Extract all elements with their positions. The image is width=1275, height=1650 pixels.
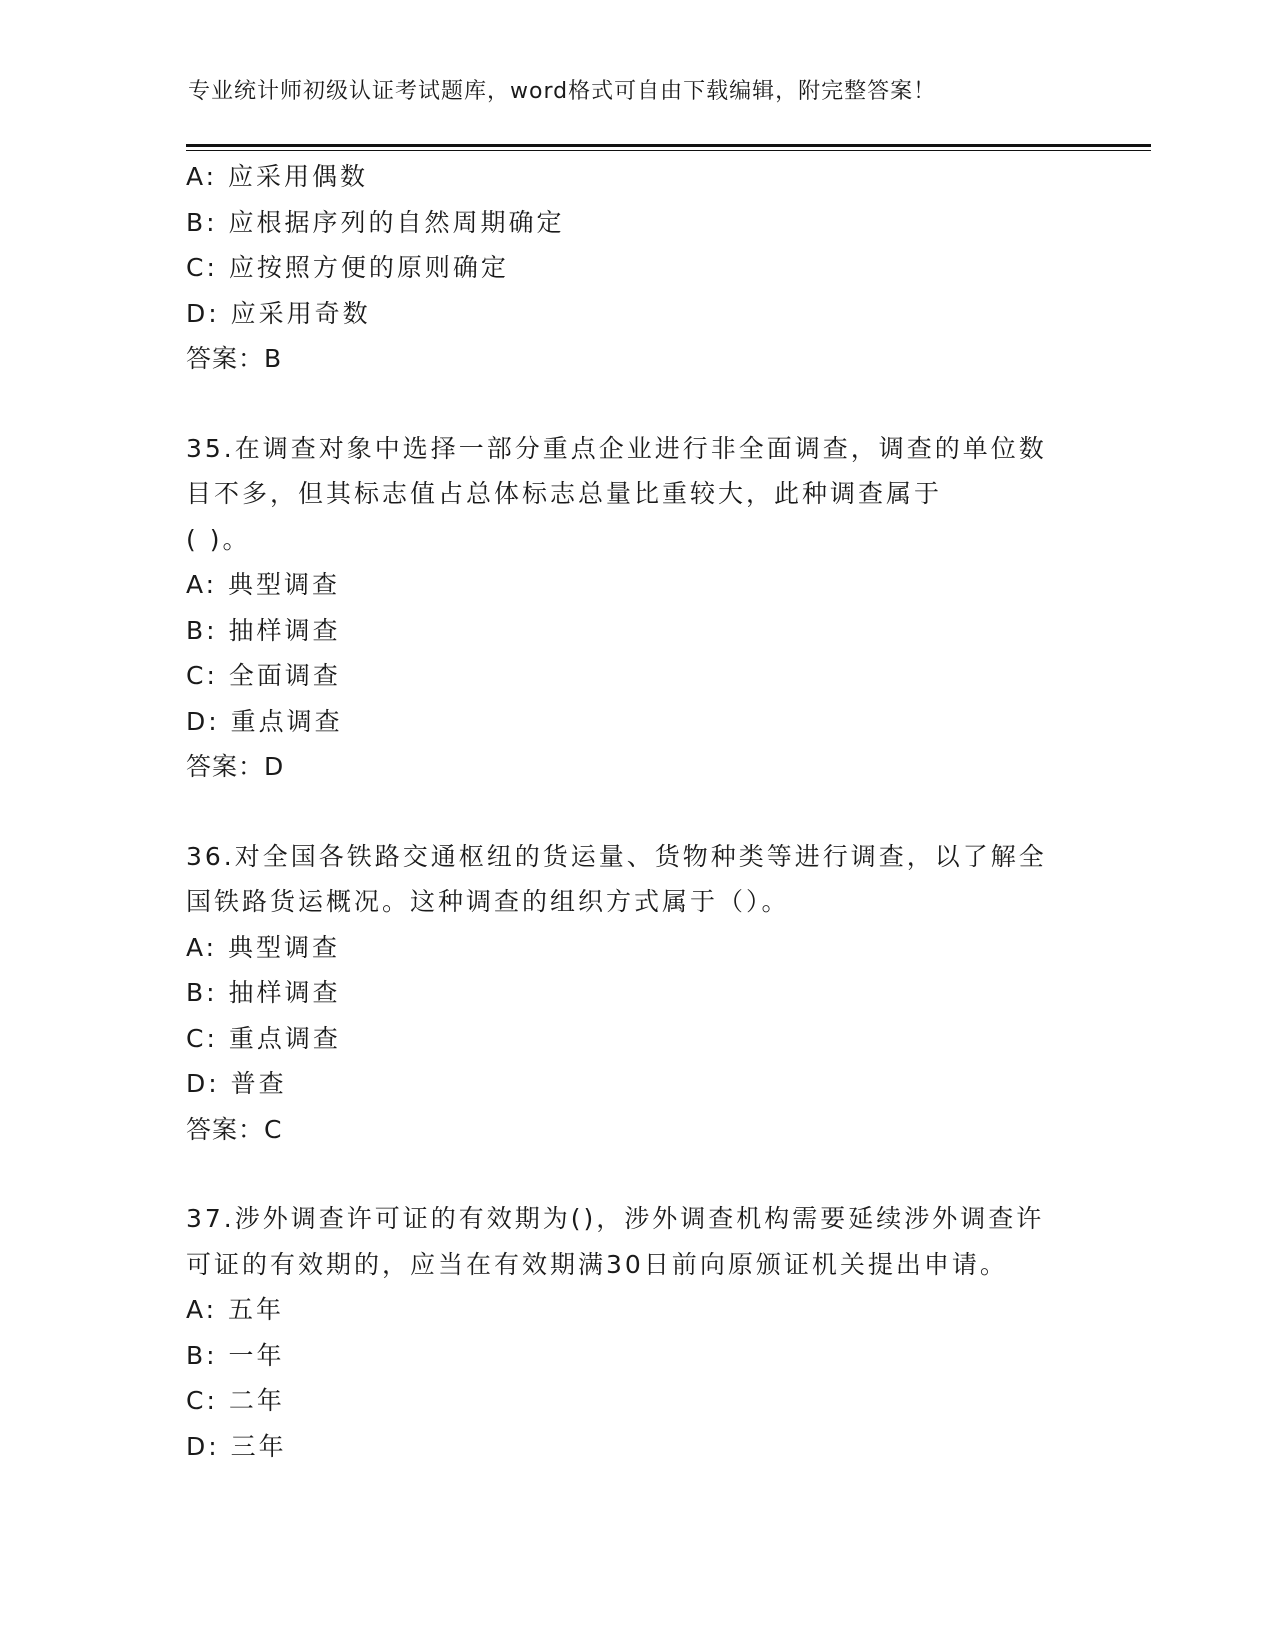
option-c: C: 应按照方便的原则确定 [186,253,509,282]
question-35 [186,426,1086,790]
option-a: A: 应采用偶数 [186,162,369,191]
option-b: B: 应根据序列的自然周期确定 [186,207,565,237]
question-36 [186,834,1086,1153]
question-text-line: 国铁路货运概况。这种调查的组织方式属于（）。 [186,887,790,916]
option-a: A: 典型调查 [186,932,341,962]
answer: 答案：B [186,344,283,373]
question-text-line: 36.对全国各铁路交通枢纽的货运量、货物种类等进行调查，以了解全 [186,841,1047,871]
question-text-line: ( )。 [186,524,251,554]
prev-question [186,154,1086,382]
question-text-line: 35.在调查对象中选择一部分重点企业进行非全面调查，调查的单位数 [186,433,1047,463]
question-text-line: 37.涉外调查许可证的有效期为()，涉外调查机构需要延续涉外调查许 [186,1204,1045,1233]
question-text-line: 目不多，但其标志值占总体标志总量比重较大，此种调查属于 [186,479,943,508]
option-b: B: 抽样调查 [186,615,341,645]
answer: 答案：C [186,1114,283,1144]
header-divider [186,144,1151,150]
question-content [186,154,1086,1469]
option-c: C: 重点调查 [186,1023,341,1053]
question-37 [186,1196,1086,1469]
option-d: D: 三年 [186,1431,287,1461]
page-header: 专业统计师初级认证考试题库，word格式可自由下载编辑，附完整答案！ [188,79,937,104]
option-a: A: 五年 [186,1295,285,1324]
option-c: C: 全面调查 [186,661,341,690]
option-b: B: 抽样调查 [186,978,341,1007]
answer: 答案：D [186,752,285,781]
option-a: A: 典型调查 [186,570,341,599]
option-c: C: 二年 [186,1386,285,1415]
option-d: D: 普查 [186,1069,287,1098]
option-b: B: 一年 [186,1340,285,1370]
option-d: D: 重点调查 [186,706,343,736]
option-d: D: 应采用奇数 [186,298,371,328]
question-text-line: 可证的有效期的，应当在有效期满30日前向原颁证机关提出申请。 [186,1249,1008,1279]
